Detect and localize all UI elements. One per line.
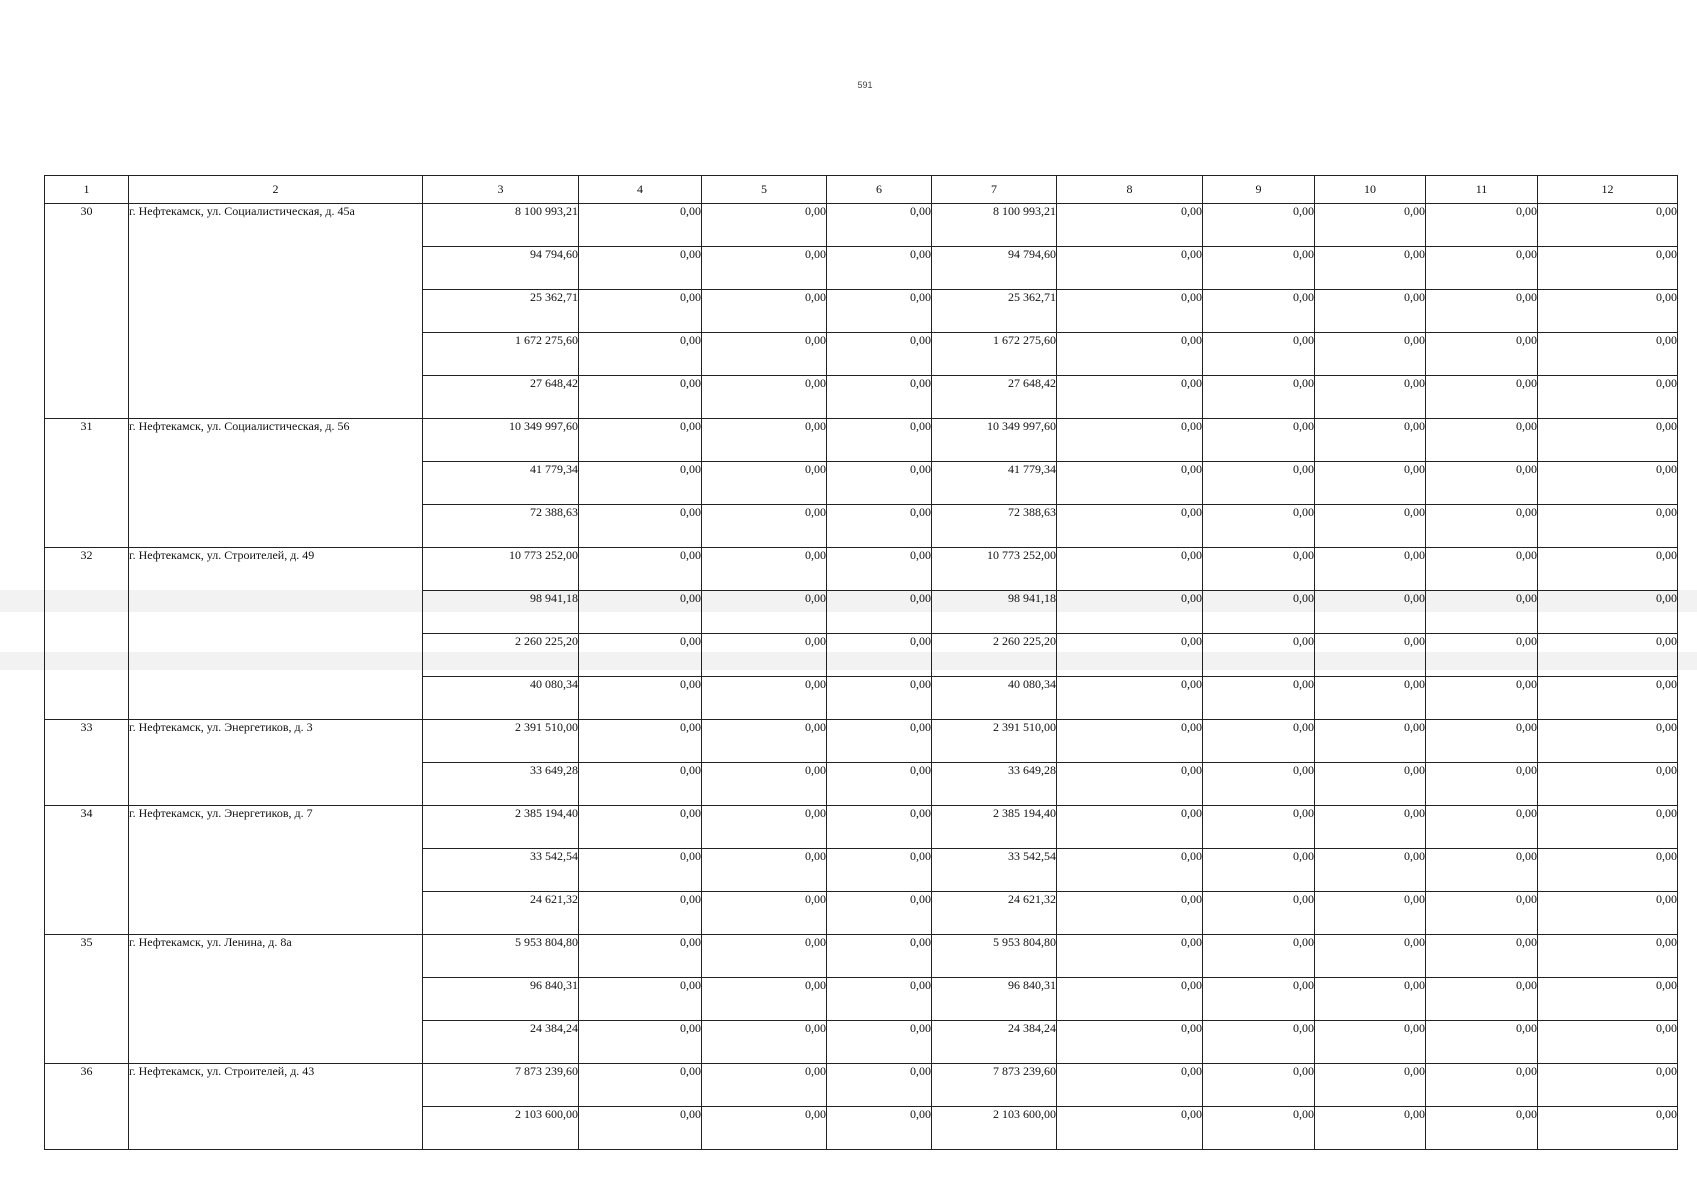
value-cell: 0,00 (1203, 1064, 1315, 1107)
value-cell: 0,00 (1426, 290, 1538, 333)
value-cell: 0,00 (1057, 892, 1203, 935)
value-cell: 2 391 510,00 (932, 720, 1057, 763)
value-cell: 0,00 (1057, 462, 1203, 505)
value-cell: 0,00 (1203, 806, 1315, 849)
row-number-cell: 31 (45, 419, 129, 548)
value-cell: 0,00 (702, 591, 827, 634)
address-cell: г. Нефтекамск, ул. Строителей, д. 43 (129, 1064, 423, 1150)
value-cell: 0,00 (1203, 376, 1315, 419)
value-cell: 0,00 (579, 849, 702, 892)
value-cell: 0,00 (827, 204, 932, 247)
value-cell: 0,00 (579, 376, 702, 419)
value-cell: 0,00 (1426, 763, 1538, 806)
value-cell: 0,00 (1203, 204, 1315, 247)
value-cell: 0,00 (702, 763, 827, 806)
value-cell: 0,00 (1057, 548, 1203, 591)
value-cell: 24 621,32 (423, 892, 579, 935)
value-cell: 0,00 (702, 806, 827, 849)
value-cell: 0,00 (1203, 849, 1315, 892)
value-cell: 7 873 239,60 (932, 1064, 1057, 1107)
value-cell: 0,00 (1426, 849, 1538, 892)
row-number-cell: 32 (45, 548, 129, 720)
value-cell: 0,00 (827, 677, 932, 720)
value-cell: 0,00 (702, 849, 827, 892)
value-cell: 0,00 (827, 247, 932, 290)
value-cell: 0,00 (1203, 419, 1315, 462)
column-header: 12 (1538, 176, 1678, 204)
value-cell: 0,00 (702, 1064, 827, 1107)
value-cell: 0,00 (1203, 978, 1315, 1021)
value-cell: 0,00 (1426, 935, 1538, 978)
value-cell: 0,00 (1203, 548, 1315, 591)
column-header: 8 (1057, 176, 1203, 204)
address-cell: г. Нефтекамск, ул. Социалистическая, д. 56 (129, 419, 423, 548)
column-number-row (45, 176, 1678, 204)
value-cell: 0,00 (1203, 1021, 1315, 1064)
row-number-cell: 34 (45, 806, 129, 935)
value-cell: 0,00 (579, 204, 702, 247)
value-cell: 10 349 997,60 (932, 419, 1057, 462)
value-cell: 2 260 225,20 (423, 634, 579, 677)
value-cell: 0,00 (827, 419, 932, 462)
table-row (45, 419, 1678, 462)
value-cell: 0,00 (702, 247, 827, 290)
value-cell: 0,00 (1538, 247, 1678, 290)
value-cell: 0,00 (579, 1064, 702, 1107)
value-cell: 0,00 (1203, 333, 1315, 376)
value-cell: 0,00 (702, 333, 827, 376)
table-row (45, 806, 1678, 849)
value-cell: 41 779,34 (423, 462, 579, 505)
value-cell: 0,00 (579, 548, 702, 591)
value-cell: 0,00 (1426, 892, 1538, 935)
value-cell: 0,00 (1538, 978, 1678, 1021)
value-cell: 33 542,54 (932, 849, 1057, 892)
page-number: 591 (857, 80, 873, 90)
value-cell: 25 362,71 (423, 290, 579, 333)
value-cell: 0,00 (1538, 1064, 1678, 1107)
value-cell: 0,00 (1057, 290, 1203, 333)
value-cell: 0,00 (1315, 849, 1426, 892)
column-header: 4 (579, 176, 702, 204)
value-cell: 0,00 (1057, 333, 1203, 376)
row-number-cell: 36 (45, 1064, 129, 1150)
value-cell: 10 773 252,00 (423, 548, 579, 591)
value-cell: 0,00 (1203, 462, 1315, 505)
value-cell: 0,00 (1203, 505, 1315, 548)
value-cell: 0,00 (1315, 419, 1426, 462)
value-cell: 0,00 (1057, 247, 1203, 290)
value-cell: 2 385 194,40 (932, 806, 1057, 849)
value-cell: 0,00 (827, 290, 932, 333)
value-cell: 0,00 (1057, 419, 1203, 462)
value-cell: 0,00 (1057, 634, 1203, 677)
value-cell: 0,00 (827, 462, 932, 505)
value-cell: 0,00 (1315, 763, 1426, 806)
value-cell: 0,00 (702, 290, 827, 333)
value-cell: 0,00 (827, 849, 932, 892)
value-cell: 0,00 (1426, 1107, 1538, 1150)
value-cell: 0,00 (1315, 1107, 1426, 1150)
value-cell: 94 794,60 (423, 247, 579, 290)
column-header: 10 (1315, 176, 1426, 204)
address-cell: г. Нефтекамск, ул. Ленина, д. 8а (129, 935, 423, 1064)
value-cell: 8 100 993,21 (932, 204, 1057, 247)
value-cell: 0,00 (579, 935, 702, 978)
value-cell: 0,00 (579, 1107, 702, 1150)
value-cell: 0,00 (1057, 677, 1203, 720)
value-cell: 7 873 239,60 (423, 1064, 579, 1107)
value-cell: 0,00 (1315, 806, 1426, 849)
column-header: 6 (827, 176, 932, 204)
value-cell: 33 649,28 (423, 763, 579, 806)
value-cell: 0,00 (1315, 290, 1426, 333)
value-cell: 2 103 600,00 (932, 1107, 1057, 1150)
value-cell: 0,00 (827, 591, 932, 634)
row-number-cell: 30 (45, 204, 129, 419)
value-cell: 0,00 (1203, 892, 1315, 935)
value-cell: 0,00 (1315, 935, 1426, 978)
value-cell: 0,00 (579, 763, 702, 806)
value-cell: 0,00 (579, 290, 702, 333)
value-cell: 0,00 (1057, 849, 1203, 892)
value-cell: 96 840,31 (932, 978, 1057, 1021)
value-cell: 0,00 (579, 978, 702, 1021)
value-cell: 0,00 (1426, 806, 1538, 849)
value-cell: 25 362,71 (932, 290, 1057, 333)
value-cell: 0,00 (1315, 892, 1426, 935)
value-cell: 0,00 (579, 591, 702, 634)
value-cell: 0,00 (1426, 247, 1538, 290)
value-cell: 0,00 (579, 806, 702, 849)
value-cell: 0,00 (1426, 1064, 1538, 1107)
value-cell: 0,00 (1538, 548, 1678, 591)
value-cell: 0,00 (1538, 806, 1678, 849)
value-cell: 0,00 (702, 419, 827, 462)
value-cell: 0,00 (1057, 591, 1203, 634)
address-cell: г. Нефтекамск, ул. Энергетиков, д. 3 (129, 720, 423, 806)
value-cell: 0,00 (1315, 333, 1426, 376)
value-cell: 0,00 (1203, 634, 1315, 677)
value-cell: 33 649,28 (932, 763, 1057, 806)
value-cell: 1 672 275,60 (423, 333, 579, 376)
value-cell: 0,00 (827, 548, 932, 591)
value-cell: 0,00 (1426, 677, 1538, 720)
table-row (45, 720, 1678, 763)
value-cell: 0,00 (827, 935, 932, 978)
value-cell: 0,00 (1057, 1064, 1203, 1107)
value-cell: 0,00 (1538, 763, 1678, 806)
value-cell: 0,00 (579, 634, 702, 677)
value-cell: 0,00 (1538, 591, 1678, 634)
value-cell: 0,00 (1426, 1021, 1538, 1064)
value-cell: 0,00 (1538, 419, 1678, 462)
value-cell: 10 349 997,60 (423, 419, 579, 462)
value-cell: 0,00 (1057, 505, 1203, 548)
value-cell: 0,00 (1538, 505, 1678, 548)
value-cell: 0,00 (1315, 247, 1426, 290)
value-cell: 0,00 (827, 1021, 932, 1064)
value-cell: 0,00 (579, 720, 702, 763)
value-cell: 40 080,34 (423, 677, 579, 720)
value-cell: 0,00 (1538, 462, 1678, 505)
value-cell: 0,00 (1057, 1021, 1203, 1064)
value-cell: 0,00 (1426, 720, 1538, 763)
value-cell: 0,00 (827, 376, 932, 419)
value-cell: 0,00 (1538, 634, 1678, 677)
value-cell: 0,00 (827, 333, 932, 376)
value-cell: 0,00 (1538, 849, 1678, 892)
value-cell: 0,00 (1538, 935, 1678, 978)
value-cell: 24 384,24 (423, 1021, 579, 1064)
value-cell: 0,00 (1057, 935, 1203, 978)
value-cell: 0,00 (579, 1021, 702, 1064)
value-cell: 0,00 (1203, 591, 1315, 634)
value-cell: 0,00 (1203, 290, 1315, 333)
value-cell: 0,00 (827, 1064, 932, 1107)
column-header: 7 (932, 176, 1057, 204)
value-cell: 0,00 (827, 634, 932, 677)
table-body (45, 204, 1678, 1150)
value-cell: 0,00 (827, 720, 932, 763)
value-cell: 98 941,18 (932, 591, 1057, 634)
column-header: 1 (45, 176, 129, 204)
value-cell: 0,00 (1057, 204, 1203, 247)
value-cell: 0,00 (702, 462, 827, 505)
value-cell: 0,00 (702, 376, 827, 419)
value-cell: 0,00 (827, 806, 932, 849)
value-cell: 0,00 (1426, 978, 1538, 1021)
value-cell: 0,00 (579, 247, 702, 290)
column-header: 3 (423, 176, 579, 204)
value-cell: 0,00 (1426, 462, 1538, 505)
row-number-cell: 33 (45, 720, 129, 806)
value-cell: 0,00 (702, 892, 827, 935)
value-cell: 0,00 (1057, 1107, 1203, 1150)
table-row (45, 935, 1678, 978)
value-cell: 0,00 (1538, 290, 1678, 333)
value-cell: 0,00 (1203, 677, 1315, 720)
value-cell: 41 779,34 (932, 462, 1057, 505)
value-cell: 0,00 (702, 720, 827, 763)
value-cell: 27 648,42 (932, 376, 1057, 419)
value-cell: 0,00 (1315, 978, 1426, 1021)
value-cell: 0,00 (1426, 548, 1538, 591)
value-cell: 0,00 (1203, 720, 1315, 763)
row-number-cell: 35 (45, 935, 129, 1064)
value-cell: 8 100 993,21 (423, 204, 579, 247)
value-cell: 0,00 (1538, 1107, 1678, 1150)
value-cell: 2 260 225,20 (932, 634, 1057, 677)
value-cell: 0,00 (702, 978, 827, 1021)
value-cell: 72 388,63 (932, 505, 1057, 548)
column-header: 9 (1203, 176, 1315, 204)
table-row (45, 1064, 1678, 1107)
value-cell: 0,00 (1538, 204, 1678, 247)
value-cell: 0,00 (1203, 763, 1315, 806)
column-header: 11 (1426, 176, 1538, 204)
value-cell: 0,00 (579, 419, 702, 462)
value-cell: 5 953 804,80 (932, 935, 1057, 978)
value-cell: 0,00 (827, 505, 932, 548)
value-cell: 0,00 (579, 333, 702, 376)
value-cell: 10 773 252,00 (932, 548, 1057, 591)
value-cell: 0,00 (1203, 1107, 1315, 1150)
value-cell: 0,00 (1057, 806, 1203, 849)
value-cell: 0,00 (702, 634, 827, 677)
value-cell: 0,00 (1315, 548, 1426, 591)
value-cell: 0,00 (1426, 333, 1538, 376)
value-cell: 0,00 (702, 935, 827, 978)
value-cell: 24 621,32 (932, 892, 1057, 935)
value-cell: 0,00 (1426, 204, 1538, 247)
value-cell: 0,00 (827, 892, 932, 935)
value-cell: 0,00 (1315, 720, 1426, 763)
address-cell: г. Нефтекамск, ул. Строителей, д. 49 (129, 548, 423, 720)
value-cell: 96 840,31 (423, 978, 579, 1021)
value-cell: 5 953 804,80 (423, 935, 579, 978)
value-cell: 0,00 (1538, 1021, 1678, 1064)
value-cell: 0,00 (827, 1107, 932, 1150)
value-cell: 24 384,24 (932, 1021, 1057, 1064)
value-cell: 0,00 (1057, 763, 1203, 806)
value-cell: 0,00 (1426, 376, 1538, 419)
value-cell: 2 391 510,00 (423, 720, 579, 763)
value-cell: 0,00 (1426, 419, 1538, 462)
value-cell: 0,00 (702, 677, 827, 720)
value-cell: 0,00 (1538, 376, 1678, 419)
value-cell: 0,00 (1538, 892, 1678, 935)
value-cell: 0,00 (827, 978, 932, 1021)
value-cell: 2 385 194,40 (423, 806, 579, 849)
value-cell: 0,00 (1057, 376, 1203, 419)
address-cell: г. Нефтекамск, ул. Энергетиков, д. 7 (129, 806, 423, 935)
value-cell: 0,00 (1315, 204, 1426, 247)
value-cell: 2 103 600,00 (423, 1107, 579, 1150)
value-cell: 0,00 (1426, 505, 1538, 548)
value-cell: 0,00 (1426, 634, 1538, 677)
value-cell: 0,00 (702, 505, 827, 548)
address-cell: г. Нефтекамск, ул. Социалистическая, д. 45а (129, 204, 423, 419)
value-cell: 0,00 (1538, 333, 1678, 376)
value-cell: 0,00 (579, 505, 702, 548)
value-cell: 0,00 (1203, 935, 1315, 978)
value-cell: 0,00 (579, 677, 702, 720)
value-cell: 0,00 (1315, 677, 1426, 720)
value-cell: 0,00 (702, 1021, 827, 1064)
column-header: 2 (129, 176, 423, 204)
value-cell: 33 542,54 (423, 849, 579, 892)
value-cell: 0,00 (1315, 376, 1426, 419)
table-row (45, 548, 1678, 591)
value-cell: 0,00 (579, 892, 702, 935)
value-cell: 0,00 (1315, 1064, 1426, 1107)
value-cell: 27 648,42 (423, 376, 579, 419)
value-cell: 0,00 (1538, 720, 1678, 763)
value-cell: 0,00 (1538, 677, 1678, 720)
value-cell: 40 080,34 (932, 677, 1057, 720)
value-cell: 0,00 (1057, 720, 1203, 763)
value-cell: 1 672 275,60 (932, 333, 1057, 376)
value-cell: 0,00 (1203, 247, 1315, 290)
value-cell: 72 388,63 (423, 505, 579, 548)
value-cell: 0,00 (1315, 462, 1426, 505)
column-header: 5 (702, 176, 827, 204)
value-cell: 0,00 (702, 204, 827, 247)
value-cell: 0,00 (1315, 634, 1426, 677)
value-cell: 0,00 (579, 462, 702, 505)
value-cell: 0,00 (702, 548, 827, 591)
value-cell: 0,00 (1057, 978, 1203, 1021)
table-row (45, 204, 1678, 247)
value-cell: 0,00 (702, 1107, 827, 1150)
value-cell: 0,00 (827, 763, 932, 806)
register-table (44, 175, 1678, 1150)
value-cell: 0,00 (1426, 591, 1538, 634)
value-cell: 0,00 (1315, 591, 1426, 634)
value-cell: 0,00 (1315, 1021, 1426, 1064)
value-cell: 0,00 (1315, 505, 1426, 548)
value-cell: 94 794,60 (932, 247, 1057, 290)
value-cell: 98 941,18 (423, 591, 579, 634)
